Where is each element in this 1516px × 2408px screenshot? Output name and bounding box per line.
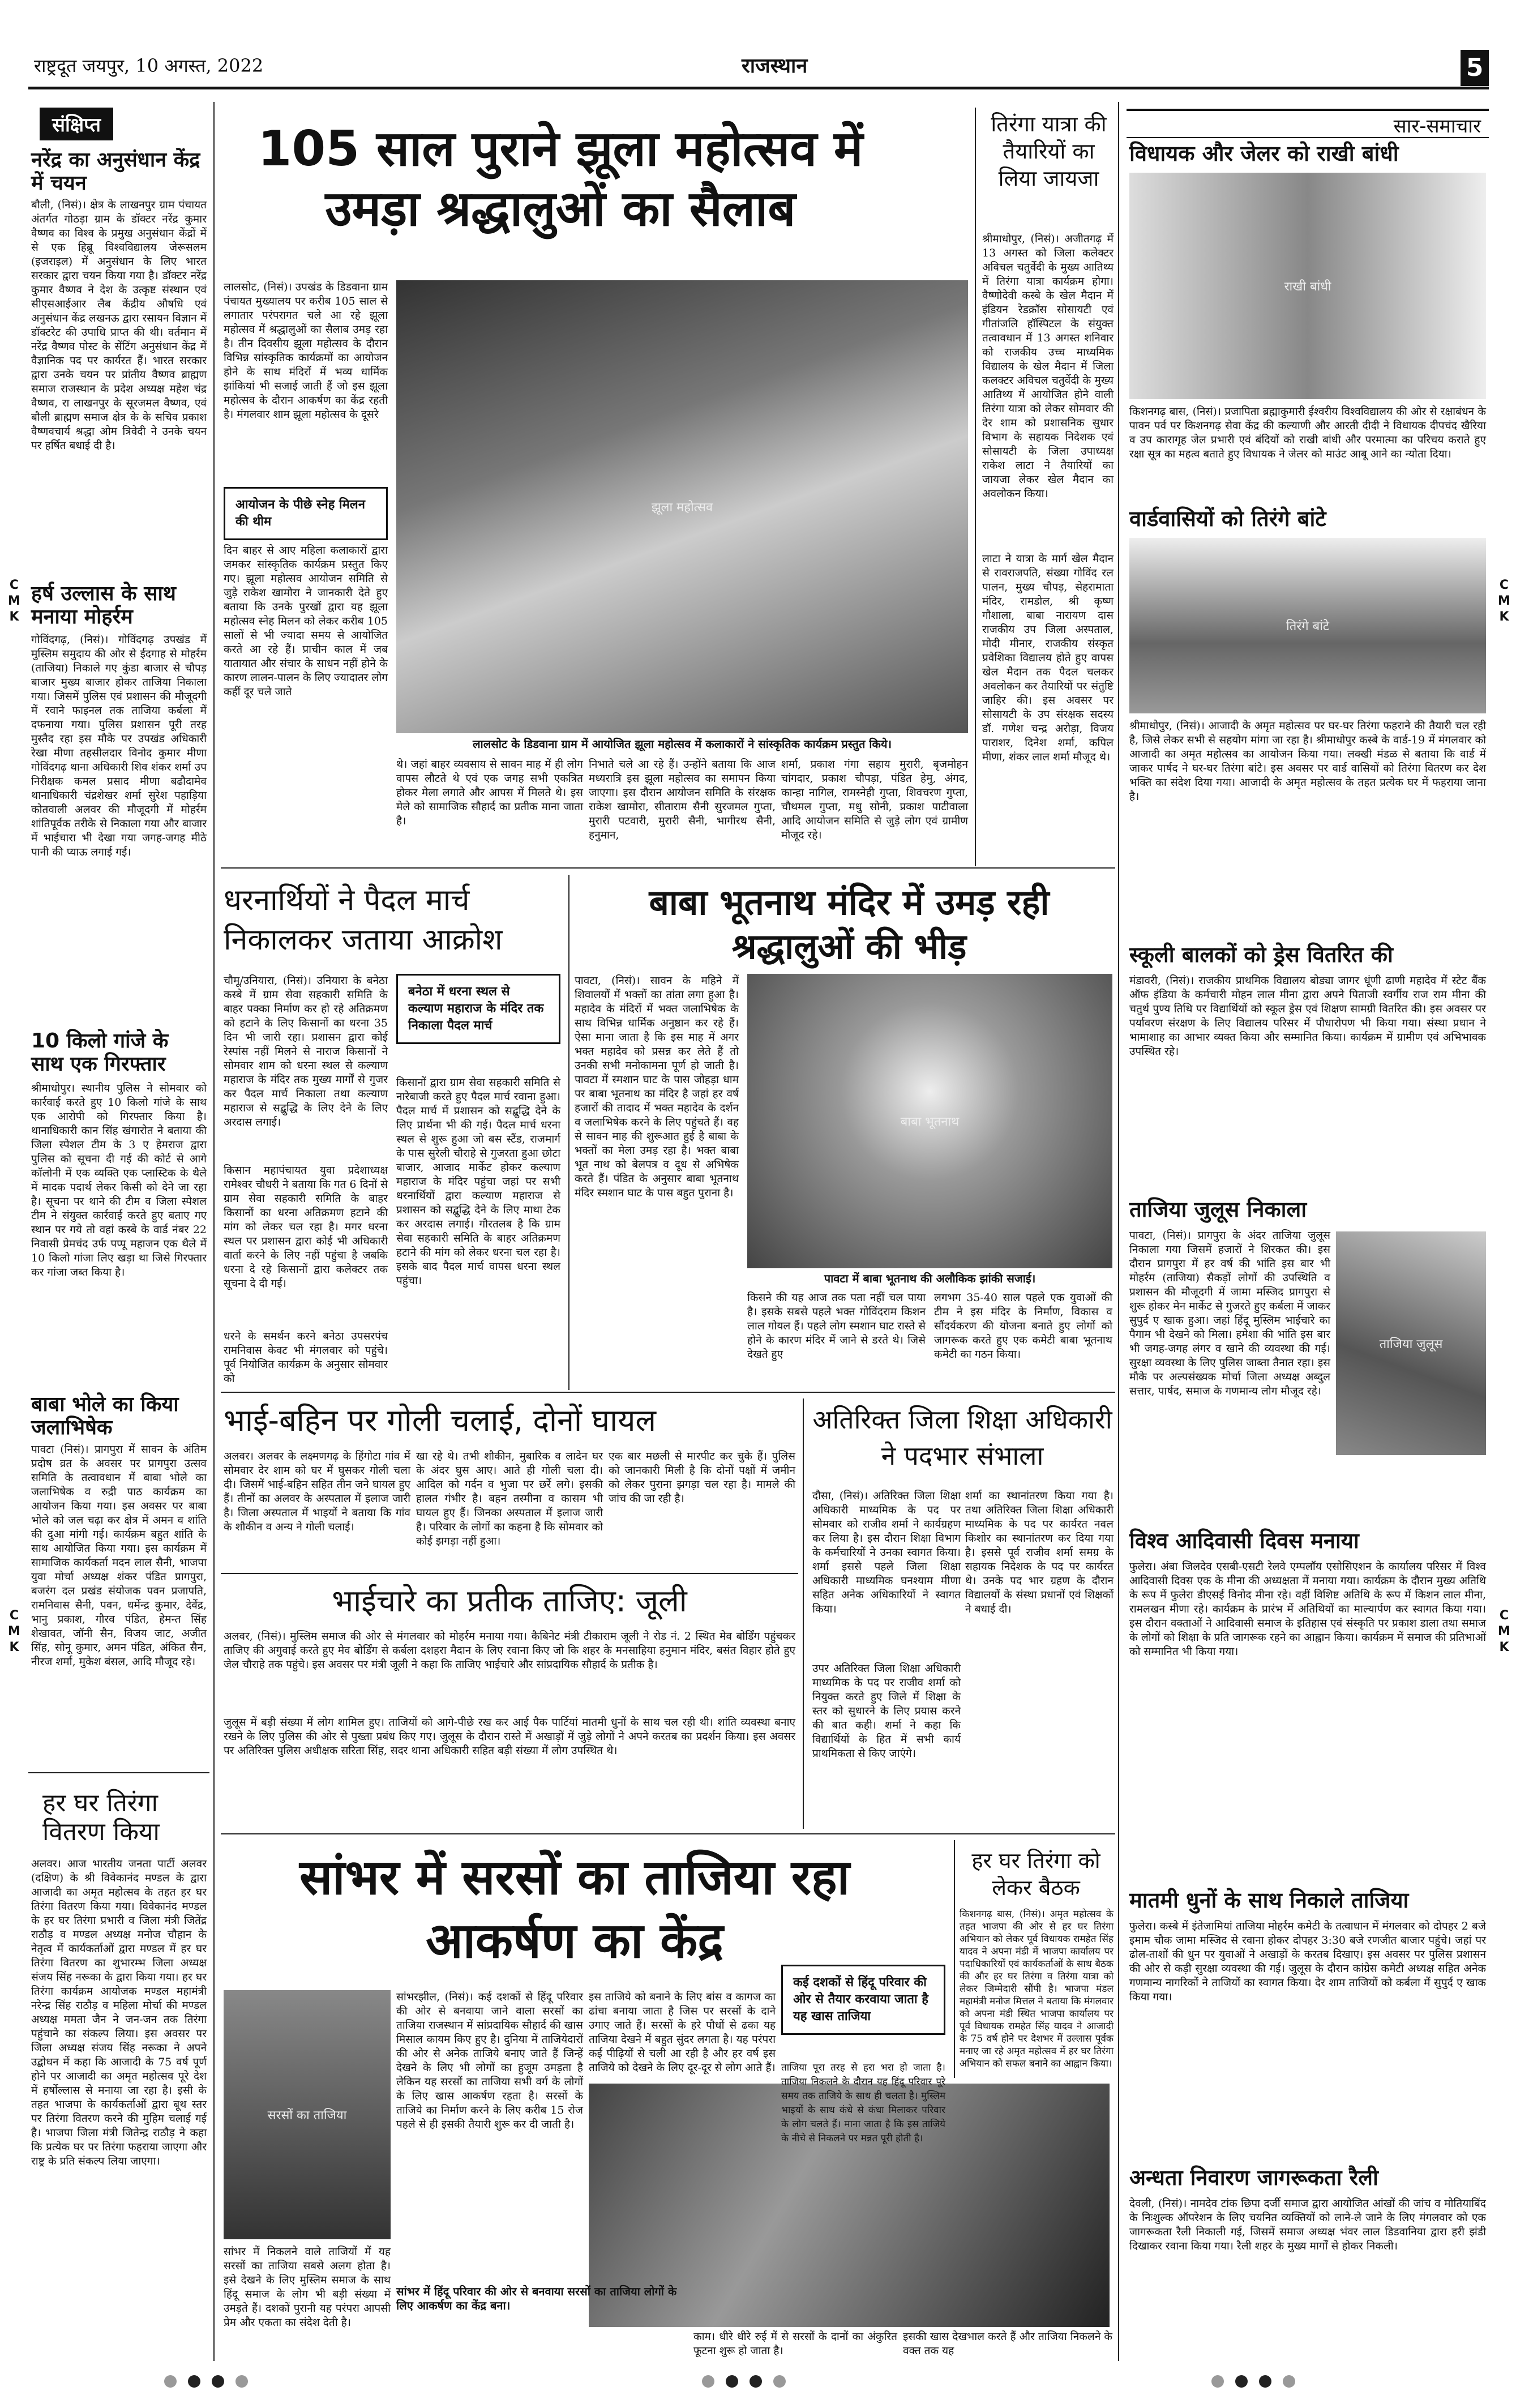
story-vitaran: अलवर। आज भारतीय जनता पार्टी अलवर (दक्षिण) के श्री विवेकानंद मण्डल के द्वारा आजादी का अमृत महोत्सव के तहत हर घर तिरंगा वितरण किया गया। विवेकानंद मण्डल के हर घर तिरंगा प्रभारी व जिला मंत्री जितेंद्र राठौड़ व मण्डल अध्यक्ष मनोज चौहान के नेतृत्व में कार्यकर्ताओं द्वारा मण्डल में हर घर तिरंगा वितरण का शुभारम्भ जिला अध्यक्ष संजय सिंह नरूका के द्वारा किया गया। हर घर तिरंगा कार्यक्रम आयोजक मण्डल महामंत्री नरेन्द्र सिंह राठौड़ व महिला मोर्चा की मण्डल अध्यक्ष ममता जैन ने जन-जन तक तिरंगा पहुंचाने का संकल्प लिया। इस अवसर पर जिला अध्यक्ष संजय सिंह नरूका ने अपने उद्बोधन में कहा कि आजादी के 75 वर्ष पूर्ण होने पर आजादी का अमृत महोत्सव पूरे देश में हर्षोल्लास से मनाया जा रहा है। इसी के तहत भाजपा के कार्यकर्ताओं द्वारा बूथ स्तर पर तिरंगा वितरण करने की मुहिम चलाई गई है। भाजपा जिला मंत्री जितेन्द्र राठौड़ ने कहा कि प्रत्येक घर पर तिरंगा फहराया जाएगा और राष्ट्र के प्रति संकल्प लिया जाएगा।: [31, 1858, 207, 2167]
story-narendra: बौली, (निसं)। क्षेत्र के लाखनपुर ग्राम पंचायत अंतर्गत गोठड़ा ग्राम के डॉक्टर नरेंद्र कुमार वैष्णव का विश्व के प्रमुख अनुसंधान केंद्रों में से एक हिब्रू विश्वविद्यालय जेरूसलम (इजराइल) में अनुसंधान के लिए भारत सरकार द्वारा चयन किया गया है। डॉक्टर नरेंद्र कुमार वैष्णव ने देश के उत्कृष्ट संस्थान एवं सीएसआईआर लैब केंद्रीय औषधि एवं अनुसंधान केंद्र लखनऊ द्वारा रसायन विज्ञान में डॉक्टरेट की उपाधि प्राप्त की थी। वर्तमान में नरेंद्र वैष्णव पोस्ट के सेंटिंग अनुसंधान केंद्र में वैज्ञानिक पद पर कार्यरत हैं। भारत सरकार द्वारा उनके चयन पर प्रांतीय वैष्णव ब्राह्मण समाज राजस्थान के प्रदेश अध्यक्ष महेश चंद्र वैष्णव, रा लाखनपुर के सूरजमल वैष्णव, एवं बौली ब्राह्मण समाज क्षेत्र के के सचिव प्रकाश वैष्णवचार्य श्रद्धा ओम त्रिवेदी ने उनके चयन पर हर्षित बधाई दी है।: [31, 199, 207, 452]
sarson-text-4: सांभर में निकलने वाले ताजियों में यह सरसों का ताजिया सबसे अलग होता है। इसे देखने के लिए मुस्लिम समाज के साथ हिंदू समाज के लोग भी बड़ी संख्या में उमड़ते हैं। दशकों पुरानी यह परंपरा आपसी प्रेम और एकता का संदेश देती है।: [224, 2246, 391, 2329]
jhula-highlight-box: आयोजन के पीछे स्नेह मिलन की थीम: [224, 487, 388, 540]
sarson-text-3: ताजिया पूरा तरह से हरा भरा हो जाता है। ताजिया निकलने के दौरान यह हिंदू परिवार पूरे समय तक ताजिये के साथ ही चलता है। मुस्लिम भाइयों के साथ कंधे से कंधा मिलाकर परिवार के लोग चलते हैं। माना जाता है कि इस ताजिये के नीचे से निकलने पर मन्नत पूरी होती है।: [781, 2062, 945, 2144]
story-jalabhishek: पावटा (निसं)। प्रागपुरा में सावन के अंतिम प्रदोष व्रत के अवसर पर प्रागपुरा उत्सव समिति के तत्वावधान में बाबा भोले का जलाभिषेक व रुद्री पाठ कार्यक्रम का आयोजन किया गया। इस अवसर पर बाबा भोले को जल चढ़ा कर क्षेत्र में अमन व शांति की दुआ मांगी गई। कार्यक्रम बहुत शांति के साथ आयोजित किया गया। इस कार्यक्रम में सामाजिक कार्यकर्ता मदन लाल सैनी, भाजपा युवा मोर्चा अध्यक्ष शंकर पंडित प्रागपुरा, बजरंग दल प्रखंड संयोजक पवन प्रजापति, रामनिवास सैनी, पवन, धर्मेन्द्र कुमार, देवेंद्र, भानु प्रकाश, गौरव पंडित, हेमन्त सिंह शेखावत, जॉनी सैन, विजय जाट, अजीत सिंह, सोनू कुमार, अमन पंडित, अंकित सैन, नीरज शर्मा, मुकेश बंसल, आदि मौजूद रहे।: [31, 1443, 207, 1668]
bhootnath-text-4: लगभग 35-40 साल पहले एक युवाओं की टीम ने इस मंदिर के निर्माण, विकास व सौंदर्यकरण की योजना बनाते हुए लोगों को जागरूक करते हुए एक कमेटी बाबा भूतनाथ कमेटी का गठन किया।: [934, 1291, 1112, 1361]
bottom-color-dots-left: [159, 2375, 385, 2392]
jhula-photo: झूला महोत्सव: [396, 280, 968, 733]
jhula-text-1: लालसोट, (निसं)। उपखंड के डिडवाना ग्राम पंचायत मुख्यालय पर करीब 105 साल से लगातार परंपरागत चले आ रहे झूला महोत्सव में श्रद्धालुओं का सैलाब उमड़ रहा है। तीन दिवसीय झूला महोत्सव के दौरान विभिन्न सांस्कृतिक कार्यक्रमों का आयोजन होने के साथ मंदिरों में भव्य धार्मिक झांकियां भी सजाई जाती हैं जो इस झूला महोत्सव के दौरान आकर्षण का केंद्र रहती है। मंगलवार शाम झूला महोत्सव के दूसरे: [224, 281, 388, 421]
headline-andhata: अन्धता निवारण जागरूकता रैली: [1129, 2165, 1378, 2190]
story-adivasi: फुलेरा। अंबा जिलदेव एसबी-एसटी रेलवे एम्पलॉय एसोसिएशन के कार्यालय परिसर में विश्व आदिवासी दिवस एक के मीना की अध्यक्षता में मनाया गया। कार्यक्रम के दौरान मुख्य अतिथि के रूप में फुलेरा डीएसई विनोद मीना रहे। वहीं विशिष्ट अतिथि के रूप में किशन लाल मीना, रामलखन मीणा रहे। कार्यक्रम के प्रारंभ में अतिथियों का माल्यार्पण कर स्वागत किया गया। इस दौरान वक्ताओं ने आदिवासी समाज के इतिहास एवं संस्कृति पर प्रकाश डाला तथा समाज के लोगों को शिक्षा के प्रति जागरूक रहने का आह्वान किया। कार्यक्रम में समाज की प्रतिभाओं को सम्मानित भी किया गया।: [1129, 1560, 1486, 1658]
sarson-caption: सांभर में हिंदू परिवार की ओर से बनवाया सरसों का ताजिया लोगों के लिए आकर्षण का केंद्र बना।: [396, 2285, 677, 2312]
shiksha-text-3: शर्मा का स्थानांतरण किया गया है। तथा अतिरिक्त जिला शिक्षा अधिकारी माध्यमिक के पद पर कार्यरत नवल किशोर का स्थानांतरण कर दिया गया है। इससे पूर्व राजीव शर्मा समग्र के सहायक निदेशक के पद पर कार्यरत थे। उनके पद भार ग्रहण के दौरान विद्यालयों के संस्था प्रधानों एवं शिक्षकों ने बधाई दी।: [965, 1490, 1114, 1615]
vidhayak-photo: राखी बांधी: [1129, 173, 1486, 399]
headline-tiranga-yatra: तिरंगा यात्रा की तैयारियों का लिया जायजा: [991, 112, 1107, 191]
jhula-text-5: शर्मा, प्रकाश गंगा सहाय मुरारी, बृजमोहन चांगदार, प्रकाश चौपड़ा, पंडित हेमु, अंगद, कान्हा नागिल, रामस्नेही गुप्ता, शिवचरण गुप्ता, चौथमल गुप्ता, मधु सोनी, प्रकाश पाटीवाला आदि आयोजन समिति से जुड़े लोग एवं ग्रामीण मौजूद रहे।: [781, 758, 968, 841]
bottom-color-dots-center: [696, 2375, 923, 2392]
sarson-highlight-box: कई दशकों से हिंदू परिवार की ओर से तैयार करवाया जाता है यह खास ताजिया: [781, 1965, 945, 2035]
headline-jhula: 105 साल पुराने झूला महोत्सव में उमड़ा श्रद्धालुओं का सैलाब: [258, 121, 863, 237]
registration-mark-right-top: C M K: [1498, 578, 1510, 624]
sankshipt-label: संक्षिप्त: [40, 108, 113, 140]
headline-julus: भाईचारे का प्रतीक ताजिए: जूली: [332, 1583, 687, 1619]
tajiya-julus-photo: ताजिया जुलूस: [1336, 1231, 1486, 1455]
headline-moharram: हर्ष उल्लास के साथ मनाया मोहर्रम: [31, 582, 176, 629]
jhula-text-2: दिन बाहर से आए महिला कलाकारों द्वारा जमकर सांस्कृतिक कार्यक्रम प्रस्तुत किए गए। झूला महोत्सव आयोजन समिति से जुड़े राकेश खामोरा ने जानकारी देते हुए बताया कि उनके पुरखों द्वारा यह झूला महोत्सव स्नेह मिलन को लेकर करीब 105 सालों से भी ज्यादा समय से आयोजित करते आ रहे हैं। प्राचीन काल में जब यातायात और संचार के साधन नहीं होने के कारण लालन-पालन के लिए ज्यादातर लोग कहीं दूर चले जाते: [224, 544, 388, 698]
story-dress: मंडावरी, (निसं)। राजकीय प्राथमिक विद्यालय बोड्या जागर धूंणी ढाणी महादेव में स्टेट बैंक ऑफ इंडिया के कर्मचारी मोहन लाल मीना द्वारा अपने पिताजी स्वर्गीय राज राम मीना की चतुर्थ पुण्य तिथि पर विद्यार्थियों को स्कूल ड्रेस एवं शिक्षण सामग्री वितरित की। इस अवसर पर पर्यावरण संरक्षण के लिए विद्यालय परिसर में पौधारोपण भी किया गया। संस्था प्रधान ने भामाशाह का आभार व्यक्त किया और सम्मानित किया। कार्यक्रम में ग्रामीण एवं अभिभावक उपस्थित रहे।: [1129, 974, 1486, 1058]
bhootnath-text-1: पावटा, (निसं)। सावन के महिने में शिवालयों में भक्तों का तांता लगा हुआ है। महादेव के मंदिरों में भक्त जलाभिषेक के साथ विभिन्न धार्मिक अनुष्ठान कर रहे हैं। ऐसा माना जाता है कि इस माह में अगर भक्त महादेव को प्रसन्न कर लेते हैं तो उनकी सभी मनोकामना पूर्ण हो जाती है। पावटा में स्मशान घाट के पास जोहड़ा धाम पर बाबा भूतनाथ का मंदिर है जहां हर वर्ष हजारों की तादाद में भक्त महादेव के दर्शन व जलाभिषेक करने के लिए पहुंचते हैं। वह से सावन माह की शुरूआत हुई है बाबा के भक्तों का मेला उमड़ रहा है। भक्त बाबा भूत नाथ को बेलपत्र व दूध से अभिषेक करते हैं। पंडित के अनुसार बाबा भूतनाथ मंदिर स्मशान घाट के पास बहुत पुराना है।: [575, 974, 739, 1199]
story-vidhayak: किशनगढ़ बास, (निसं)। प्रजापिता ब्रह्माकुमारी ईश्वरीय विश्वविद्यालय की ओर से रक्षाबंधन के पावन पर्व पर किशनगढ़ सेवा केंद्र की कल्याणी और आरती दीदी ने विधायक दीपचंद खैरिया व उप कारागृह जेल प्रभारी एवं बंदियों को राखी बांधी और परमात्मा का परिचय कराते हुए रक्षा सूत्र का महत्व बताते हुए विधायक ने जेलर को माउंट आबू आने का न्योता दिया।: [1129, 405, 1486, 460]
julus-text-2: जुलूस में बड़ी संख्या में लोग शामिल हुए। ताजियों को आगे-पीछे रख कर आई पैक पार्टियां मातमी धुनों के साथ चल रही थी। शांति व्यवस्था बनाए रखने के लिए पुलिस की ओर से पुख्ता प्रबंध किए गए। जुलूस के दौरान रास्ते में अखाड़ों में जुड़े लोगों ने अपने करतब का प्रदर्शन किया। इस अवसर पर अतिरिक्त पुलिस अधीक्षक सरिता सिंह, सदर थाना अधिकारी सहित बड़ी संख्या में लोग उपस्थित थे।: [224, 1716, 795, 1757]
sarson-text-2: इस ताजिये को बनाने के लिए बांस व कागज का ढांचा बनाया जाता है जिस पर सरसों के दाने उगाए जाते हैं। सरसों के हरे पौधों से ढका यह ताजिया देखने में बहुत सुंदर लगता है। यह परंपरा कई पीढ़ियों से चली आ रही है और हर वर्ष इस ताजिये को देखने के लिए दूर-दूर से लोग आते हैं।: [589, 1991, 776, 2074]
shiksha-text-2: उपर अतिरिक्त जिला शिक्षा अधिकारी माध्यमिक के पद पर राजीव शर्मा को नियुक्त करते हुए जिले में शिक्षा के स्तर को सुधारने के लिए प्रयास करने की बात कही। शर्मा ने कहा कि विद्यार्थियों के हित में सभी कार्य प्राथमिकता से किए जाएंगे।: [812, 1662, 961, 1760]
story-tirange-bante: श्रीमाधोपुर, (निसं)। आजादी के अमृत महोत्सव पर घर-घर तिरंगा फहराने की तैयारी चल रही है, जिसे लेकर सभी से सहयोग मांगा जा रहा है। श्रीमाधोपुर कस्बे के वार्ड-19 में मंगलवार को आजादी का अमृत महोत्सव का आयोजन किया गया। लक्खी मंडळ से बताया कि वार्ड में जाकर पार्षद ने घर-घर तिरंगा बांटे। इस अवसर पर वार्ड वासियों को तिरंगा वितरण कर देश भक्ति का संदेश दिया गया। आजादी के अमृत महोत्सव के तहत प्रत्येक घर में फहराया जाना है।: [1129, 720, 1486, 803]
jhula-caption: लालसोट के डिडवाना ग्राम में आयोजित झूला महोत्सव में कलाकारों ने सांस्कृतिक कार्यक्रम प्रस्तुत किये।: [472, 737, 892, 751]
shiksha-text-1: दौसा, (निसं)। अतिरिक्त जिला शिक्षा अधिकारी माध्यमिक के पद पर सोमवार को राजीव शर्मा ने कार्यग्रहण कर लिया है। इस दौरान शिक्षा विभाग के कर्मचारियों ने उनका स्वागत किया। शर्मा इससे पहले जिला शिक्षा अधिकारी माध्यमिक घनश्याम मीणा सहित अनेक अधिकारियों ने स्वागत किया।: [812, 1490, 961, 1615]
headline-sarson: सांभर में सरसों का ताजिया रहा आकर्षण का केंद्र: [299, 1849, 850, 1969]
baithak-text-1: किशनगढ़ बास, (निसं)। अमृत महोत्सव के तहत भाजपा की ओर से हर घर तिरंगा अभियान को लेकर पूर्व विधायक रामहेत सिंह यादव ने अपना मंडी में भाजपा कार्यालय पर पदाधिकारियों एवं कार्यकर्ताओं के साथ बैठक की और हर घर तिरंगा व तिरंगा यात्रा को लेकर जिम्मेदारी सौंपी है। भाजपा मंडल महामंत्री मनोज मित्तल ने बताया कि मंगलवार को अपना मंडी स्थित भाजपा कार्यालय पर पूर्व विधायक रामहेत सिंह यादव ने आजादी के 75 वर्ष होने पर देशभर में उल्लास पूर्वक मनाए जा रहे अमृत महोत्सव में हर घर तिरंगा अभियान को सफल बनाने का आह्वान किया।: [960, 1909, 1114, 2069]
headline-jalabhishek: बाबा भोले का किया जलाभिषेक: [31, 1393, 179, 1440]
dharna-text-1: चौमू/उनियारा, (निसं)। उनियारा के बनेठा कस्बे में ग्राम सेवा सहकारी समिति के बाहर पक्का निर्माण कर हो रहे अतिक्रमण को हटाने के लिए किसानों का धरना 35 दिन भी जारी रहा। प्रशासन द्वारा कोई रेस्पांस नहीं मिलने से नाराज किसानों ने सोमवार शाम को धरना स्थल से कल्याण महाराज के मंदिर तक मुख्य मार्गों से गुजर कर पैदल मार्च निकाला तथा कल्याण महाराज से सद्बुद्धि के लिए देने के लिए अरदास लगाई।: [224, 974, 388, 1128]
page-number: 5: [1461, 50, 1489, 86]
registration-mark-right-bottom: C M K: [1498, 1609, 1510, 1654]
headline-vitaran: हर घर तिरंगा वितरण किया: [42, 1789, 160, 1846]
goli-text-1: अलवर। अलवर के लक्ष्मणगढ़ के हिंगोटा गांव में सोमवार देर शाम को घर में घुसकर गोली चला दी। जिसमें भाई-बहिन सहित तीन जने घायल हुए हैं। तीनों का अलवर के अस्पताल में इलाज जारी है। जिला अस्पताल में भाइयों ने बताया कि गांव के शौकीन व अन्य ने गोली चलाई।: [224, 1450, 410, 1533]
jhula-text-4: निभाते चले आ रहे हैं। उन्होंने बताया कि आज मध्यरात्रि इस झूला महोत्सव का समापन किया जाएगा। इस दौरान आयोजन समिति के संरक्षक राकेश खामोरा, सीताराम सैनी सुरजमल गुप्ता, मुरारी पटवारी, मुरारी सैनी, भागीरथ सैनी, हनुमान,: [589, 758, 776, 841]
headline-dharna: धरनार्थियों ने पैदल मार्च निकालकर जताया आक्रोश: [224, 883, 503, 957]
headline-matami: मातमी धुनों के साथ निकाले ताजिया: [1129, 1888, 1409, 1913]
story-andhata: देवली, (निसं)। नामदेव टांक छिपा दर्जी समाज द्वारा आयोजित आंखों की जांच व मोतियाबिंद के निःशुल्क ऑपरेशन के लिए चयनित व्यक्तियों को लाने-ले जाने के लिए मंगलवार को एक जागरूकता रैली निकाली गई, जिसमें समाज अध्यक्ष भंवर लाल डिडवानिया द्वारा हरी झंडी दिखाकर रवाना किया गया। रैली शहर के मुख्य मार्गों से होकर निकली।: [1129, 2197, 1486, 2252]
sarson-text-6: इसकी खास देखभाल करते हैं और ताजिया निकलने के वक्त तक यह: [903, 2330, 1112, 2357]
registration-mark-left-bottom: C M K: [8, 1609, 20, 1654]
headline-goli: भाई-बहिन पर गोली चलाई, दोनों घायल: [224, 1402, 656, 1438]
jhula-text-3: थे। जहां बाहर व्यवसाय से सावन माह में ही लोग वापस लौटते थे एवं एक जगह सभी एकत्रित होकर मेला लगाते और आपस में मिलते थे। इस मेले को सामाजिक सौहार्द का प्रतीक माना जाता है।: [396, 758, 583, 827]
dharna-text-2: किसान महापंचायत युवा प्रदेशाध्यक्ष रामेश्वर चौधरी ने बताया कि गत 6 दिनों से ग्राम सेवा सहकारी समिति के बाहर किसानों का धरना अतिक्रमण हटाने की मांग को लेकर चल रहा है। मगर धरना स्थल पर प्रशासन द्वारा कोई भी अधिकारी वार्ता करने के लिए नहीं पहुंचा है जबकि धरना दे रहे किसानों द्वारा कलेक्टर तक सूचना दे दी गई।: [224, 1164, 388, 1290]
dharna-text-3: धरने के समर्थन करने बनेठा उपसरपंच रामनिवास केवट भी मंगलवार को पहुंचे। पूर्व नियोजित कार्यक्रम के अनुसार सोमवार को: [224, 1330, 388, 1385]
bottom-color-dots-right: [1206, 2375, 1432, 2392]
masthead: [28, 50, 1489, 89]
headline-ganja: 10 किलो गांजे के साथ एक गिरफ्तार: [31, 1029, 169, 1076]
story-moharram: गोविंदगढ़, (निसं)। गोविंदगढ़ उपखंड में मुस्लिम समुदाय की ओर से ईदगाह से मोहर्रम (ताजिया) निकाले गए कुंडा बाजार से चौपड़ बाजार मुख्य बाजार होकर ताजिया निकाला गया। जिसमें पुलिस एवं प्रशासन की मौजूदगी में रवाने फाइनल तक ताजिया कर्बला में दफनाया गया। पुलिस प्रशासन पूरी तरह मुस्तैद रहा इस मौके पर उपखंड अधिकारी रेखा मीणा तहसीलदार विनोद कुमार मीणा गोविंदगढ़ थाना अधिकारी शिव शंकर शर्मा उप निरीक्षक कमल प्रसाद मीणा बढौदामेव थानाधिकारी चंद्रशेखर शर्मा सुरेश पहाड़िया कोतवाली अलवर की मौजूदगी में मोहर्रम शांतिपूर्वक तरीके से निकाला गया और बाजार में भाईचारा भी देखा गया जगह-जगह मीठे पानी की प्याऊ लगाई गई।: [31, 634, 207, 858]
story-tajiya-julus: पावटा, (निसं)। प्रागपुरा के अंदर ताजिया जुलूस निकाला गया जिसमें हजारों ने शिरकत की। इस दौरान प्रागपुरा में हर वर्ष की भांति इस बार भी मोहर्रम (ताजिया) सैकड़ों लोगों की उपस्थिति व प्रशासन की मौजूदगी में जामा मस्जिद प्रागपुरा से शुरू होकर मेन मार्केट से गुजरते हुए कर्बला में जाकर सुपुर्द ए खाक हुआ। जहां हिंदू मुस्लिम भाईचारे का पैगाम भी देखने को मिला। हमेशा की भांति इस बार भी जगह-जगह लंगर व खाने की व्यवस्था की गई। सुरक्षा व्यवस्था के लिए पुलिस जाब्ता तैनात रहा। इस मौके पर अल्पसंख्यक मोर्चा जिला अध्यक्ष अब्दुल सत्तार, पार्षद, समाज के गणमान्य लोग मौजूद रहे।: [1129, 1229, 1330, 1397]
sarson-photo: सरसों का ताजिया: [224, 1990, 391, 2239]
headline-adivasi: विश्व आदिवासी दिवस मनाया: [1129, 1528, 1359, 1553]
goli-text-2: खा रहे थे। तभी शौकीन, मुबारिक व लादेन घर के अंदर घुस आए। आते ही गोली चला दी। आदिल को गर्दन व भुजा पर छर्रे लगे। इसकी हालत गंभीर है। बहन तस्मीना व कासम भी घायल हुए हैं। जिनका अस्पताल में इलाज जारी है। परिवार के लोगों का कहना है कि सोमवार को कोई झगड़ा नहीं हुआ।: [416, 1450, 603, 1547]
sarson-text-5: काम। धीरे धीरे रुई में से सरसों के दानों का अंकुरित फूटना शुरू हो जाता है।: [693, 2330, 897, 2357]
julus-text-1: अलवर, (निसं)। मुस्लिम समाज की ओर से मंगलवार को मोहर्रम मनाया गया। कैबिनेट मंत्री टीकाराम जूली ने रोड नं. 2 स्थित मेव बोर्डिंग पहुंचकर ताजिए की अगुवाई करते हुए मेव बोर्डिंग से कर्बला दशहरा मैदान के लिए रवाना किए जो कि शहर के मनसाहिया हनुमान मंदिर, बसंत विहार होते हुए जेल चौराहे तक पहुंचे। इस अवसर पर मंत्री जूली ने कहा कि ताजिए भाईचारे और सांप्रदायिक सौहार्द के प्रतीक है।: [224, 1630, 795, 1671]
headline-narendra: नरेंद्र का अनुसंधान केंद्र में चयन: [31, 148, 200, 195]
headline-bhootnath: बाबा भूतनाथ मंदिर में उमड़ रही श्रद्धालुओं की भीड़: [649, 882, 1050, 967]
headline-baithak: हर घर तिरंगा को लेकर बैठक: [971, 1848, 1100, 1900]
tiranga-bante-photo: तिरंगे बांटे: [1129, 538, 1486, 713]
tiranga-yatra-text-2: लाटा ने यात्रा के मार्ग खेल मैदान से रावराजपति, संख्या गोविंद रल पालन, मुख्य चौपड़, सेहरामाता मंदिर, रामडोल, श्री कृष्ण गौशाला, बाबा नारायण दास राजकीय उप जिला अस्पताल, मोदी मीनार, राजकीय संस्कृत प्रवेशिका विद्यालय होते हुए वापस खेल मैदान तक पैदल चलकर अवलोकन कर तैयारियों पर संतुष्टि जाहिर की। इस अवसर पर सोसायटी के उप संरक्षक सदस्य डॉ. गणेश चन्द्र अरोड़ा, विजय पाराशर, दिनेश शर्मा, कपिल मीणा, शंकर लाल शर्मा मौजूद थे।: [982, 553, 1114, 763]
masthead-date: राष्ट्रदूत जयपुर, 10 अगस्त, 2022: [34, 55, 264, 76]
sarson-text-1: सांभरझील, (निसं)। कई दशकों से हिंदू परिवार की ओर से बनवाया जाने वाला सरसों का ताजिया राजस्थान में सांप्रदायिक सौहार्द की खास मिसाल कायम किए हुए है। दुनिया में ताजियेदारों की ओर से अनेक ताजिये बनाए जाते हैं जिन्हें देखने के लिए भी लोगों का हुजूम उमड़ता है लेकिन यह सरसों का ताजिया सभी वर्ग के लोगों के लिए खास आकर्षण रहता है। सरसों के ताजिये का निर्माण करने के लिए करीब 15 रोज पहले से ही इसकी तैयारी शुरू कर दी जाती है।: [396, 1991, 583, 2131]
registration-mark-left-top: C M K: [8, 578, 20, 624]
tiranga-yatra-text-1: श्रीमाधोपुर, (निसं)। अजीतगढ़ में 13 अगस्त को जिला कलेक्टर अविचल चतुर्वेदी के मुख्य आतिथ्य में तिरंगा यात्रा कार्यक्रम होगा। वैष्णोदेवी कस्बे के खेल मैदान में इंडियन रेडक्रॉस सोसायटी एवं गीतांजलि हॉस्पिटल के संयुक्त तत्वावधान में 13 अगस्त शनिवार को राजकीय उच्च माध्यमिक विद्यालय के खेल मैदान में जिला कलक्टर अविचल चतुर्वेदी के मुख्य आतिथ्य में आयोजित होने वाली तिरंगा यात्रा को लेकर सोमवार की देर शाम को प्रशासनिक सुधार विभाग के सहायक निदेशक एवं सोसायटी के जिला उपाध्यक्ष राकेश लाटा ने तैयारियों का जायजा लेकर खेल मैदान का अवलोकन किया।: [982, 233, 1114, 500]
story-matami: फुलेरा। कस्बे में इंतेजामियां ताजिया मोहर्रम कमेटी के तत्वाधान में मंगलवार को दोपहर 2 बजे इमाम चौक जामा मस्जिद से रवाना होकर दोपहर 3:30 बजे रणजीत बाजार पहुंचे। जहां पर ढोल-ताशों की धुन पर युवाओं ने अखाड़ों के करतब दिखाए। इस अवसर पर पुलिस प्रशासन की ओर से कड़ी सुरक्षा व्यवस्था की गई। जुलूस के दौरान कांग्रेस कमेटी अध्यक्ष सहित अनेक गणमान्य नागरिकों ने ताजियों का स्वागत किया। देर शाम ताजियों को कर्बला में सुपुर्द ए खाक किया गया।: [1129, 1920, 1486, 2003]
saar-label-bar: [1127, 109, 1489, 138]
headline-vidhayak: विधायक और जेलर को राखी बांधी: [1129, 141, 1399, 166]
dharna-text-4: किसानों द्वारा ग्राम सेवा सहकारी समिति से नारेबाजी करते हुए पैदल मार्च रवाना हुआ। पैदल मार्च में प्रशासन को सद्बुद्धि देने के लिए प्रार्थना भी की गई। पैदल मार्च धरना स्थल से शुरू हुआ जो बस स्टैंड, राजमार्ग के पास सुरेली चौराहे से गुजरता हुआ छोटा बाजार, आजाद मार्केट होकर कल्याण महाराज के मंदिर पहुंचा जहां पर सभी धरनार्थियों द्वारा कल्याण महाराज से प्रशासन को सद्बुद्धि देने के लिए माथा टेक कर अरदास लगाई। गौरतलब है कि ग्राम सेवा सहकारी समिति के बाहर अतिक्रमण हटाने की मांग को लेकर धरना चल रहा है। इसके बाद पैदल मार्च वापस धरना स्थल पहुंचा।: [396, 1076, 560, 1287]
story-ganja: श्रीमाधोपुर। स्थानीय पुलिस ने सोमवार को कार्रवाई करते हुए 10 किलो गांजे के साथ एक आरोपी को गिरफ्तार किया है। थानाधिकारी कान सिंह खंगारोत ने बताया की जिला स्पेशल टीम के 3 ए हेमराज द्वारा पुलिस को सूचना दी गई की कोर्ट से आगे कॉलोनी में एक व्यक्ति एक प्लास्टिक के थैले में मादक पदार्थ लेकर किसी को देने जा रहा है। सूचना पर थाने की टीम व जिला स्पेशल टीम ने संयुक्त कार्रवाई करते हुए बताए गए स्थान पर गये तो वहां कस्बे के वार्ड नंबर 22 निवासी प्रेमचंद उर्फ पप्पू महाजन एक थैले में 10 किलो गांजा लिए खड़ा था जिसे गिरफ्तार कर गांजा जब्त किया है।: [31, 1082, 207, 1278]
bhootnath-text-3: किसने की यह आज तक पता नहीं चल पाया है। इसके सबसे पहले भक्त गोविंदराम किशन लाल गोयल हैं। पहले लोग स्मशान घाट रास्ते से होने के कारण मंदिर में जाने से डरते थे। जिसे देखते हुए: [747, 1291, 926, 1361]
headline-tajiya-julus: ताजिया जुलूस निकाला: [1129, 1197, 1307, 1222]
bhootnath-photo: बाबा भूतनाथ: [747, 974, 1112, 1268]
headline-dress: स्कूली बालकों को ड्रेस वितरित की: [1129, 942, 1393, 967]
saar-label: सार-समाचार: [1393, 115, 1481, 138]
goli-text-3: एक बार मछली से मारपीट कर चुके हैं। पुलिस को जानकारी मिली है कि दोनों पक्षों में जमीन को लेकर पुराना झगड़ा चल रहा है। मामले की जांच की जा रही है।: [609, 1450, 795, 1505]
bhootnath-caption: पावटा में बाबा भूतनाथ की अलौकिक झांकी सजाई।: [824, 1272, 1036, 1285]
masthead-section: राजस्थान: [742, 54, 808, 78]
dharna-highlight-box: बनेठा में धरना स्थल से कल्याण महाराज के मंदिर तक निकाला पैदल मार्च: [396, 974, 560, 1044]
headline-tirange-bante: वार्डवासियों को तिरंगे बांटे: [1129, 506, 1326, 531]
headline-shiksha: अतिरिक्त जिला शिक्षा अधिकारी ने पदभार संभाला: [812, 1404, 1112, 1471]
